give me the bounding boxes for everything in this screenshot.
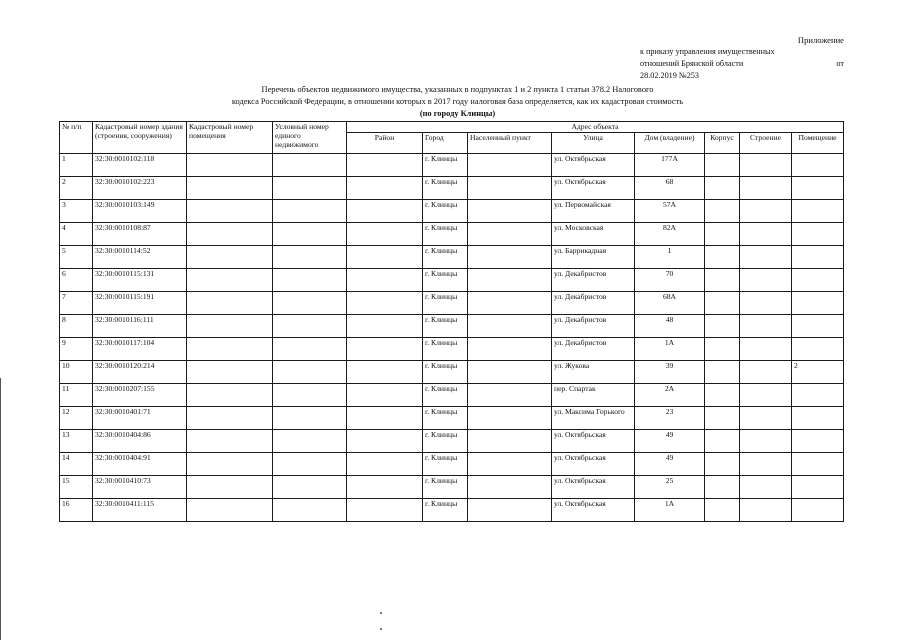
cell-premises <box>792 246 844 269</box>
cell-building-cadastral: 32:30:0010404:86 <box>93 430 187 453</box>
cell-room-cadastral <box>187 338 273 361</box>
cell-room-cadastral <box>187 476 273 499</box>
header-corpus: Корпус <box>705 133 740 154</box>
cell-structure <box>740 246 792 269</box>
cell-street: ул. Декабристов <box>552 269 635 292</box>
cell-street: ул. Декабристов <box>552 315 635 338</box>
header-premises: Помещение <box>792 133 844 154</box>
cell-house: 57А <box>635 200 705 223</box>
cell-building-cadastral: 32:30:0010108:87 <box>93 223 187 246</box>
cell-city: г. Клинцы <box>423 499 468 522</box>
cell-room-cadastral <box>187 499 273 522</box>
cell-premises: 2 <box>792 361 844 384</box>
cell-premises <box>792 315 844 338</box>
cell-structure <box>740 315 792 338</box>
heading-line-2: кодекса Российской Федерации, в отношении которых в 2017 году налоговая база определяется, как их кадастровая стоимость <box>231 97 684 106</box>
cell-corpus <box>705 499 740 522</box>
cell-district <box>347 269 423 292</box>
cell-corpus <box>705 177 740 200</box>
cell-building-cadastral: 32:30:0010102:223 <box>93 177 187 200</box>
heading-line-1: Перечень объектов недвижимого имущества, указанных в подпунктах 1 и 2 пункта 1 статьи 378.2 Налогового <box>261 85 654 94</box>
cell-premises <box>792 384 844 407</box>
cell-house: 2А <box>635 384 705 407</box>
cell-structure <box>740 338 792 361</box>
cell-building-cadastral: 32:30:0010207:155 <box>93 384 187 407</box>
cell-house: 23 <box>635 407 705 430</box>
header-house: Дом (владение) <box>635 133 705 154</box>
cell-num: 5 <box>60 246 93 269</box>
cell-district <box>347 246 423 269</box>
cell-street: ул. Октябрьская <box>552 499 635 522</box>
cell-corpus <box>705 361 740 384</box>
cell-building-cadastral: 32:30:0010404:91 <box>93 453 187 476</box>
table-row <box>60 315 844 338</box>
cell-district <box>347 361 423 384</box>
cell-district <box>347 338 423 361</box>
cell-city: г. Клинцы <box>423 177 468 200</box>
cell-complex-number <box>273 177 347 200</box>
cell-house: 48 <box>635 315 705 338</box>
cell-room-cadastral <box>187 154 273 177</box>
cell-district <box>347 476 423 499</box>
cell-complex-number <box>273 430 347 453</box>
cell-room-cadastral <box>187 246 273 269</box>
header-address: Адрес объекта <box>347 122 844 133</box>
cell-building-cadastral: 32:30:0010117:104 <box>93 338 187 361</box>
cell-structure <box>740 476 792 499</box>
cell-num: 14 <box>60 453 93 476</box>
cell-street: ул. Октябрьская <box>552 453 635 476</box>
table-row <box>60 361 844 384</box>
cell-street: ул. Октябрьская <box>552 177 635 200</box>
cell-num: 7 <box>60 292 93 315</box>
cell-structure <box>740 223 792 246</box>
cell-num: 11 <box>60 384 93 407</box>
cell-building-cadastral: 32:30:0010120:214 <box>93 361 187 384</box>
cell-structure <box>740 177 792 200</box>
cell-room-cadastral <box>187 200 273 223</box>
header-complex: Условный номер единого недвижимого <box>273 122 347 154</box>
header-building: Кадастровый номер здания (строения, сооружения) <box>93 122 187 154</box>
cell-corpus <box>705 315 740 338</box>
cell-building-cadastral: 32:30:0010116:111 <box>93 315 187 338</box>
cell-corpus <box>705 154 740 177</box>
cell-corpus <box>705 246 740 269</box>
cell-settlement <box>468 453 552 476</box>
cell-structure <box>740 361 792 384</box>
cell-complex-number <box>273 246 347 269</box>
cell-settlement <box>468 361 552 384</box>
cell-house: 68А <box>635 292 705 315</box>
cell-city: г. Клинцы <box>423 292 468 315</box>
cell-street: ул. Максима Горького <box>552 407 635 430</box>
table-row <box>60 430 844 453</box>
cell-structure <box>740 269 792 292</box>
cell-num: 1 <box>60 154 93 177</box>
cell-corpus <box>705 292 740 315</box>
cell-district <box>347 200 423 223</box>
appendix-title: Приложение <box>797 35 844 45</box>
cell-complex-number <box>273 315 347 338</box>
cell-house: 177А <box>635 154 705 177</box>
cell-room-cadastral <box>187 361 273 384</box>
cell-house: 82А <box>635 223 705 246</box>
cell-house: 49 <box>635 453 705 476</box>
cell-premises <box>792 177 844 200</box>
cell-city: г. Клинцы <box>423 430 468 453</box>
cell-city: г. Клинцы <box>423 384 468 407</box>
cell-city: г. Клинцы <box>423 269 468 292</box>
cell-house: 70 <box>635 269 705 292</box>
cell-house: 1А <box>635 499 705 522</box>
table-row <box>60 246 844 269</box>
table-row <box>60 154 844 177</box>
cell-complex-number <box>273 338 347 361</box>
cell-city: г. Клинцы <box>423 407 468 430</box>
cell-structure <box>740 292 792 315</box>
cell-premises <box>792 154 844 177</box>
cell-structure <box>740 499 792 522</box>
cell-city: г. Клинцы <box>423 338 468 361</box>
cell-building-cadastral: 32:30:0010411:115 <box>93 499 187 522</box>
cell-room-cadastral <box>187 223 273 246</box>
cell-city: г. Клинцы <box>423 200 468 223</box>
cell-structure <box>740 453 792 476</box>
cell-district <box>347 177 423 200</box>
cell-settlement <box>468 384 552 407</box>
cell-street: ул. Октябрьская <box>552 154 635 177</box>
cell-room-cadastral <box>187 177 273 200</box>
cell-num: 3 <box>60 200 93 223</box>
cell-district <box>347 384 423 407</box>
cell-corpus <box>705 338 740 361</box>
cell-num: 2 <box>60 177 93 200</box>
cell-district <box>347 407 423 430</box>
cell-premises <box>792 223 844 246</box>
header-room: Кадастровый номер помещения <box>187 122 273 154</box>
header-city: Город <box>423 133 468 154</box>
cell-structure <box>740 200 792 223</box>
cell-structure <box>740 154 792 177</box>
cell-premises <box>792 476 844 499</box>
cell-city: г. Клинцы <box>423 361 468 384</box>
cell-complex-number <box>273 269 347 292</box>
cell-district <box>347 292 423 315</box>
cell-room-cadastral <box>187 269 273 292</box>
cell-settlement <box>468 246 552 269</box>
cell-street: ул. Первомайская <box>552 200 635 223</box>
cell-num: 12 <box>60 407 93 430</box>
cell-district <box>347 499 423 522</box>
cell-num: 16 <box>60 499 93 522</box>
cell-settlement <box>468 476 552 499</box>
cell-city: г. Клинцы <box>423 223 468 246</box>
cell-building-cadastral: 32:30:0010410:73 <box>93 476 187 499</box>
cell-district <box>347 223 423 246</box>
cell-settlement <box>468 200 552 223</box>
cell-complex-number <box>273 292 347 315</box>
cell-city: г. Клинцы <box>423 453 468 476</box>
cell-house: 1А <box>635 338 705 361</box>
cell-building-cadastral: 32:30:0010115:191 <box>93 292 187 315</box>
cell-complex-number <box>273 361 347 384</box>
cell-complex-number <box>273 384 347 407</box>
cell-building-cadastral: 32:30:0010115:131 <box>93 269 187 292</box>
cell-room-cadastral <box>187 315 273 338</box>
table-row <box>60 177 844 200</box>
table-row <box>60 269 844 292</box>
cell-settlement <box>468 269 552 292</box>
appendix-order-line: к приказу управления имущественных <box>640 47 775 56</box>
cell-city: г. Клинцы <box>423 315 468 338</box>
cell-premises <box>792 407 844 430</box>
cell-house: 49 <box>635 430 705 453</box>
appendix-date-number: 28.02.2019 №253 <box>640 71 699 80</box>
appendix-authority-line <box>640 58 844 70</box>
heading-city: (по городу Клинцы) <box>419 109 496 118</box>
cell-room-cadastral <box>187 453 273 476</box>
cell-corpus <box>705 200 740 223</box>
cell-premises <box>792 292 844 315</box>
cell-street: ул. Московская <box>552 223 635 246</box>
cell-room-cadastral <box>187 407 273 430</box>
property-table <box>59 121 844 522</box>
cell-complex-number <box>273 499 347 522</box>
appendix-from: от <box>836 59 844 68</box>
cell-num: 6 <box>60 269 93 292</box>
cell-building-cadastral: 32:30:0010103:149 <box>93 200 187 223</box>
cell-building-cadastral: 32:30:0010102:118 <box>93 154 187 177</box>
appendix-block <box>640 34 844 82</box>
cell-settlement <box>468 177 552 200</box>
header-street: Улица <box>552 133 635 154</box>
cell-city: г. Клинцы <box>423 154 468 177</box>
cell-house: 68 <box>635 177 705 200</box>
cell-street: ул. Декабристов <box>552 338 635 361</box>
cell-num: 8 <box>60 315 93 338</box>
table-row <box>60 407 844 430</box>
cell-settlement <box>468 430 552 453</box>
cell-street: пер. Спартак <box>552 384 635 407</box>
cell-building-cadastral: 32:30:0010401:71 <box>93 407 187 430</box>
table-body <box>60 154 844 522</box>
cell-corpus <box>705 430 740 453</box>
cell-house: 39 <box>635 361 705 384</box>
cell-street: ул. Баррикадная <box>552 246 635 269</box>
cell-complex-number <box>273 200 347 223</box>
cell-num: 10 <box>60 361 93 384</box>
cell-complex-number <box>273 453 347 476</box>
table-row <box>60 292 844 315</box>
cell-street: ул. Октябрьская <box>552 476 635 499</box>
cell-street: ул. Декабристов <box>552 292 635 315</box>
cell-settlement <box>468 407 552 430</box>
cell-street: ул. Октябрьская <box>552 430 635 453</box>
cell-structure <box>740 384 792 407</box>
cell-premises <box>792 338 844 361</box>
cell-complex-number <box>273 476 347 499</box>
cell-district <box>347 154 423 177</box>
cell-house: 1 <box>635 246 705 269</box>
cell-street: ул. Жукова <box>552 361 635 384</box>
scan-speck <box>380 612 382 614</box>
cell-complex-number <box>273 223 347 246</box>
cell-settlement <box>468 223 552 246</box>
table-row <box>60 453 844 476</box>
cell-settlement <box>468 499 552 522</box>
cell-num: 4 <box>60 223 93 246</box>
scan-speck <box>380 628 382 630</box>
cell-num: 9 <box>60 338 93 361</box>
table-row <box>60 338 844 361</box>
cell-corpus <box>705 407 740 430</box>
scan-edge-line <box>0 378 1 640</box>
cell-corpus <box>705 269 740 292</box>
cell-room-cadastral <box>187 292 273 315</box>
cell-settlement <box>468 315 552 338</box>
header-structure: Строение <box>740 133 792 154</box>
cell-premises <box>792 430 844 453</box>
cell-city: г. Клинцы <box>423 246 468 269</box>
cell-corpus <box>705 384 740 407</box>
cell-structure <box>740 430 792 453</box>
cell-corpus <box>705 476 740 499</box>
cell-num: 13 <box>60 430 93 453</box>
cell-district <box>347 453 423 476</box>
table-row <box>60 200 844 223</box>
document-heading <box>150 84 765 120</box>
table-header-row <box>60 122 844 133</box>
cell-premises <box>792 200 844 223</box>
cell-complex-number <box>273 407 347 430</box>
cell-house: 25 <box>635 476 705 499</box>
cell-settlement <box>468 292 552 315</box>
cell-structure <box>740 407 792 430</box>
header-settlement: Населенный пункт <box>468 133 552 154</box>
cell-corpus <box>705 453 740 476</box>
cell-room-cadastral <box>187 430 273 453</box>
cell-city: г. Клинцы <box>423 476 468 499</box>
table-row <box>60 476 844 499</box>
cell-premises <box>792 499 844 522</box>
table-row <box>60 384 844 407</box>
cell-complex-number <box>273 154 347 177</box>
table-row <box>60 223 844 246</box>
cell-settlement <box>468 154 552 177</box>
table-row <box>60 499 844 522</box>
header-district: Район <box>347 133 423 154</box>
cell-building-cadastral: 32:30:0010114:52 <box>93 246 187 269</box>
appendix-authority: отношений Брянской области <box>640 59 744 68</box>
cell-room-cadastral <box>187 384 273 407</box>
header-num: № п/п <box>60 122 93 154</box>
cell-premises <box>792 269 844 292</box>
cell-premises <box>792 453 844 476</box>
cell-settlement <box>468 338 552 361</box>
cell-num: 15 <box>60 476 93 499</box>
cell-district <box>347 430 423 453</box>
cell-district <box>347 315 423 338</box>
cell-corpus <box>705 223 740 246</box>
